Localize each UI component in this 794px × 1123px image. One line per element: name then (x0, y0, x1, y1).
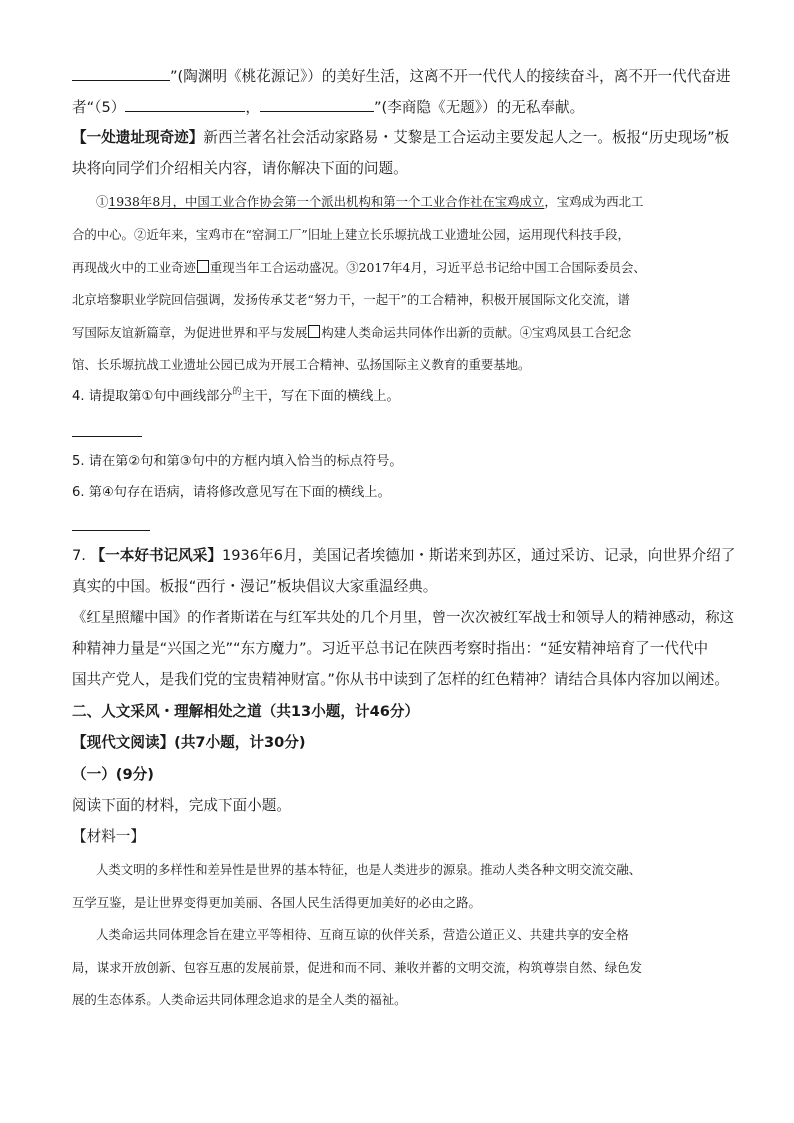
question-7-line-2: 真实的中国。板报“西行・漫记”板块倡议大家重温经典。 (72, 578, 438, 595)
answer-blank[interactable] (72, 66, 170, 81)
question-7-line-4: 种精神力量是“兴国之光”“东方魔力”。习近平总书记在陕西考察时指出：“延安精神培育了一代代中 (72, 640, 709, 657)
material-line-5: 写国际友谊新篇章，为促进世界和平与发展 构建人类命运共同体作出新的贡献。④宝鸡凤县工合纪念 (72, 325, 632, 340)
material-label: 【材料一】 (72, 828, 145, 845)
question-4: 4. 请提取第①句中画线部分$^的$主干，写在下面的横线上。 (72, 387, 400, 404)
question-5: 5. 请在第②句和第③句中的方框内填入恰当的标点符号。 (72, 454, 403, 469)
question-7-line-3: 《红星照耀中国》的作者斯诺在与红军共处的几个月里，曾一次次被红军战士和领导人的精神感动，称这 (72, 610, 734, 626)
material-line-4: 北京培黎职业学院回信强调，发扬传承艾老“努力干，一起干”的工合精神，积极开展国际文化交流，谱 (72, 292, 630, 307)
intro-line-1: 【一处遗址现奇迹】新西兰著名社会活动家路易・艾黎是工合运动主要发起人之一。板报“历史现场”板 (72, 129, 730, 146)
section-tag: 【一本好书记风采】 (90, 547, 222, 564)
material-line-3: 再现战火中的工业奇迹 重现当年工合运动盛况。③2017年4月，习近平总书记给中国工合国际委员会、 (72, 260, 646, 275)
section-heading: 二、人文采风・理解相处之道（共13小题，计46分） (72, 703, 420, 720)
reading-instruction: 阅读下面的材料，完成下面小题。 (72, 797, 291, 814)
answer-blank[interactable] (125, 97, 245, 112)
material-line-6: 馆、长乐塬抗战工业遗址公园已成为开展工合精神、弘扬国际主义教育的重要基地。 (72, 357, 531, 372)
poem-line-1: ”(陶渊明《桃花源记》）的美好生活，这离不开一代代人的接续奋斗，离不开一代代奋进 (72, 66, 731, 87)
material-line-2: 合的中心。②近年来，宝鸡市在“窑洞工厂”旧址上建立长乐塬抗战工业遗址公园，运用现代科技手段， (72, 227, 630, 242)
punctuation-box[interactable] (197, 260, 209, 273)
underlined-sentence: 1938年8月，中国工业合作协会第一个派出机构和第一个工业合作社在宝鸡成立 (108, 194, 545, 209)
answer-blank[interactable] (260, 97, 374, 112)
poem-line-2: 者“（5） ， ”(李商隐《无题》）的无私奉献。 (72, 99, 585, 116)
question-7-line-5: 国共产党人，是我们党的宝贵精神财富。”你从书中读到了怎样的红色精神？请结合具体内容加以阐述。 (72, 671, 729, 688)
material-one-line-2: 互学互鉴，是让世界变得更加美丽、各国人民生活得更加美好的必由之路。 (72, 895, 481, 910)
section-subheading: 【现代文阅读】(共7小题，计30分) (72, 734, 306, 751)
punctuation-box[interactable] (308, 325, 320, 338)
answer-line[interactable] (72, 436, 142, 437)
material-one-line-4: 局，谋求开放创新、包容互惠的发展前景，促进和而不同、兼收并蓄的文明交流，构筑尊崇自然、绿色发 (72, 960, 642, 975)
material-one-line-3: 人类命运共同体理念旨在建立平等相待、互商互谅的伙伴关系，营造公道正义、共建共享的安全格 (96, 927, 629, 942)
answer-line[interactable] (72, 530, 150, 531)
material-line-1: ①1938年8月，中国工业合作协会第一个派出机构和第一个工业合作社在宝鸡成立，宝鸡成为西北工 (96, 194, 644, 209)
part-label: （一）(9分) (72, 766, 154, 783)
intro-line-2: 块将向同学们介绍相关内容，请你解决下面的问题。 (72, 160, 408, 177)
question-6: 6. 第④句存在语病，请将修改意见写在下面的横线上。 (72, 485, 391, 500)
section-tag: 【一处遗址现奇迹】 (72, 129, 204, 146)
question-7-line-1: 7. 【一本好书记风采】1936年6月，美国记者埃德加・斯诺来到苏区，通过采访、记录，向世界介绍了 (72, 547, 736, 564)
material-one-line-1: 人类文明的多样性和差异性是世界的基本特征，也是人类进步的源泉。推动人类各种文明交流交融、 (96, 862, 642, 877)
material-one-line-5: 展的生态体系。人类命运共同体理念追求的是全人类的福祉。 (72, 992, 407, 1007)
